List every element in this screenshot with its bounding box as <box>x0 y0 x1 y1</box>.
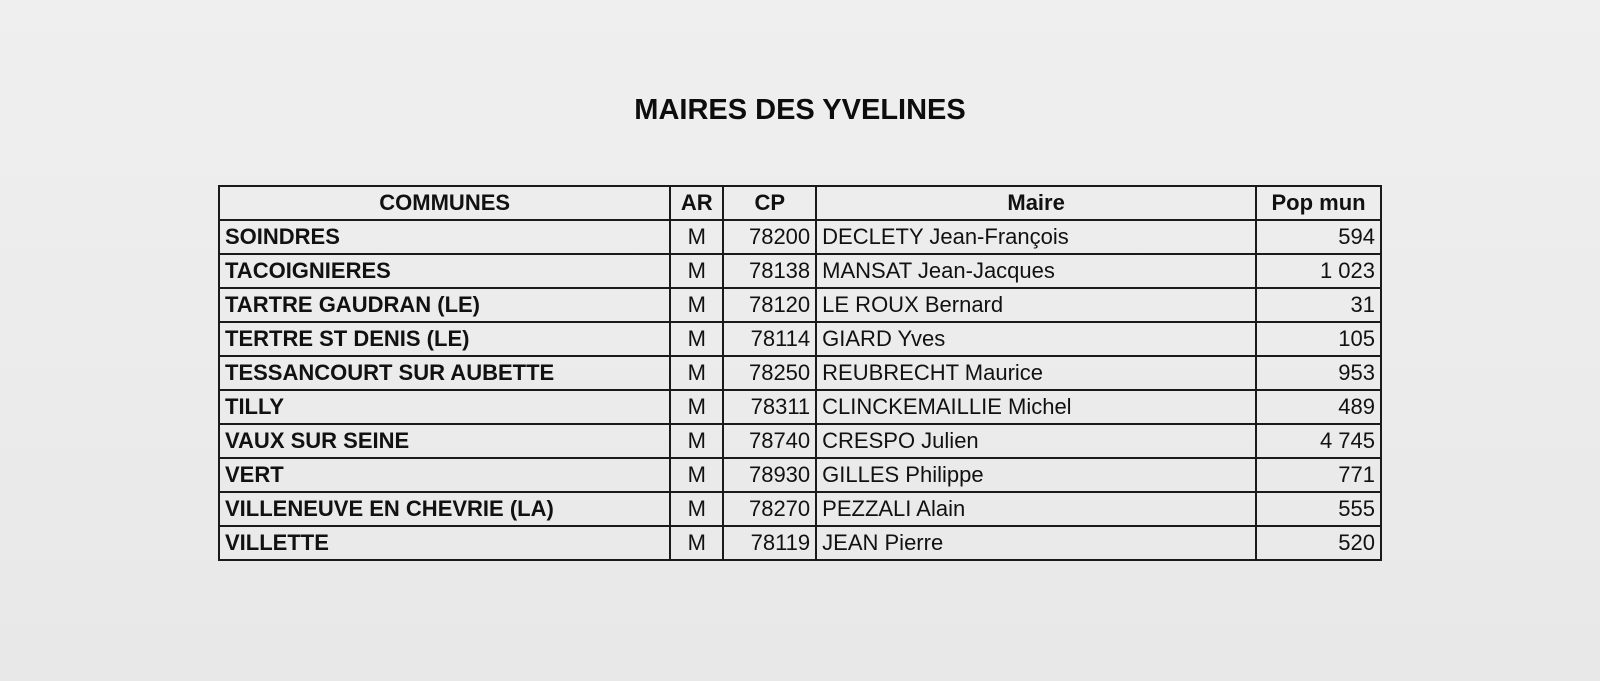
mayors-table <box>218 185 1382 561</box>
pop-cell: 31 <box>1256 288 1381 322</box>
column-header-communes: COMMUNES <box>219 186 670 220</box>
ar-cell: M <box>670 458 723 492</box>
commune-cell: SOINDRES <box>219 220 670 254</box>
cp-cell: 78114 <box>723 322 816 356</box>
table-row <box>219 220 1381 254</box>
ar-cell: M <box>670 492 723 526</box>
pop-cell: 489 <box>1256 390 1381 424</box>
table-row <box>219 288 1381 322</box>
table-row <box>219 390 1381 424</box>
ar-cell: M <box>670 424 723 458</box>
pop-cell: 105 <box>1256 322 1381 356</box>
commune-cell: TERTRE ST DENIS (LE) <box>219 322 670 356</box>
table-row <box>219 492 1381 526</box>
pop-cell: 594 <box>1256 220 1381 254</box>
table-row <box>219 458 1381 492</box>
maire-cell: REUBRECHT Maurice <box>816 356 1256 390</box>
maire-cell: MANSAT Jean-Jacques <box>816 254 1256 288</box>
pop-cell: 953 <box>1256 356 1381 390</box>
table-row <box>219 254 1381 288</box>
table-header-row <box>219 186 1381 220</box>
maire-cell: DECLETY Jean-François <box>816 220 1256 254</box>
pop-cell: 555 <box>1256 492 1381 526</box>
commune-cell: TARTRE GAUDRAN (LE) <box>219 288 670 322</box>
cp-cell: 78311 <box>723 390 816 424</box>
maire-cell: GIARD Yves <box>816 322 1256 356</box>
pop-cell: 4 745 <box>1256 424 1381 458</box>
table-row <box>219 322 1381 356</box>
pop-cell: 520 <box>1256 526 1381 560</box>
commune-cell: VILLENEUVE EN CHEVRIE (LA) <box>219 492 670 526</box>
commune-cell: TILLY <box>219 390 670 424</box>
maire-cell: CRESPO Julien <box>816 424 1256 458</box>
commune-cell: TACOIGNIERES <box>219 254 670 288</box>
table-row <box>219 424 1381 458</box>
maire-cell: PEZZALI Alain <box>816 492 1256 526</box>
cp-cell: 78138 <box>723 254 816 288</box>
maire-cell: JEAN Pierre <box>816 526 1256 560</box>
ar-cell: M <box>670 322 723 356</box>
cp-cell: 78270 <box>723 492 816 526</box>
ar-cell: M <box>670 390 723 424</box>
cp-cell: 78200 <box>723 220 816 254</box>
ar-cell: M <box>670 220 723 254</box>
commune-cell: TESSANCOURT SUR AUBETTE <box>219 356 670 390</box>
table-row <box>219 526 1381 560</box>
pop-cell: 771 <box>1256 458 1381 492</box>
column-header-pop-mun: Pop mun <box>1256 186 1381 220</box>
ar-cell: M <box>670 356 723 390</box>
ar-cell: M <box>670 254 723 288</box>
cp-cell: 78119 <box>723 526 816 560</box>
commune-cell: VILLETTE <box>219 526 670 560</box>
column-header-maire: Maire <box>816 186 1256 220</box>
cp-cell: 78250 <box>723 356 816 390</box>
column-header-cp: CP <box>723 186 816 220</box>
ar-cell: M <box>670 526 723 560</box>
table-row <box>219 356 1381 390</box>
maire-cell: LE ROUX Bernard <box>816 288 1256 322</box>
document-title: MAIRES DES YVELINES <box>634 94 966 126</box>
maire-cell: CLINCKEMAILLIE Michel <box>816 390 1256 424</box>
commune-cell: VAUX SUR SEINE <box>219 424 670 458</box>
maire-cell: GILLES Philippe <box>816 458 1256 492</box>
cp-cell: 78930 <box>723 458 816 492</box>
column-header-ar: AR <box>670 186 723 220</box>
cp-cell: 78120 <box>723 288 816 322</box>
pop-cell: 1 023 <box>1256 254 1381 288</box>
ar-cell: M <box>670 288 723 322</box>
cp-cell: 78740 <box>723 424 816 458</box>
commune-cell: VERT <box>219 458 670 492</box>
